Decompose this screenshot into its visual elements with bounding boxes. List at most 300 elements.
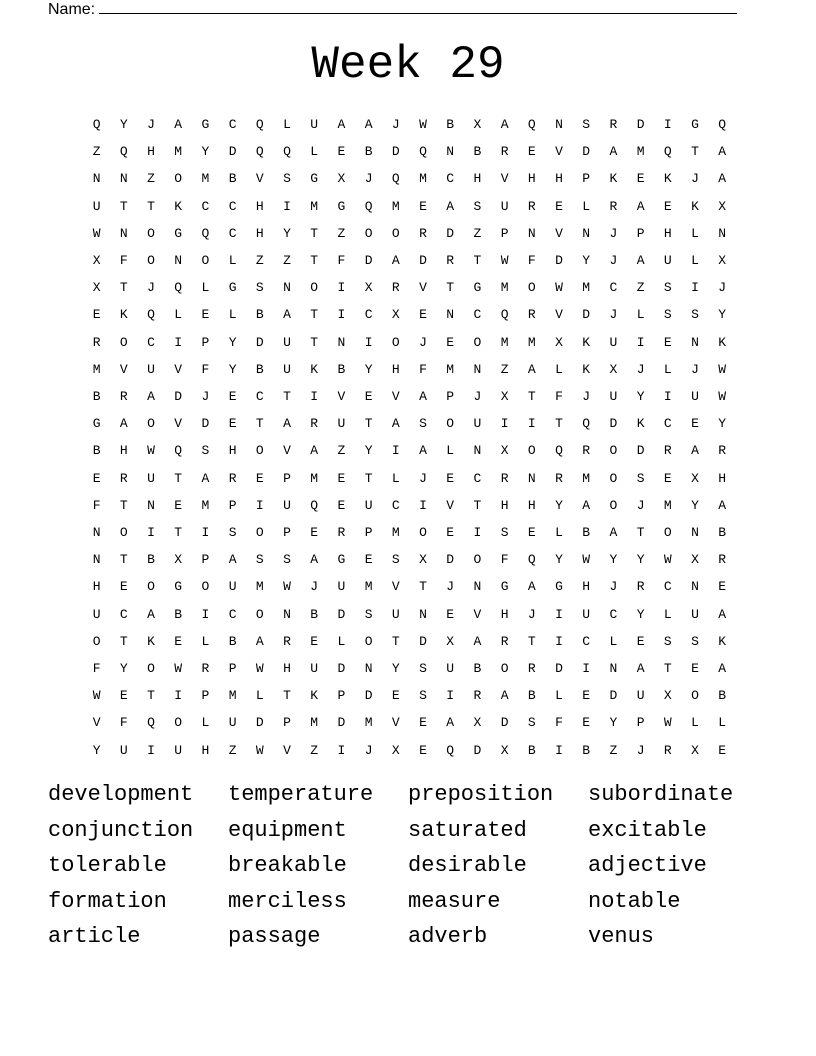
grid-letter: N — [174, 253, 183, 268]
grid-letter: D — [446, 552, 455, 568]
grid-letter: E — [228, 416, 237, 432]
grid-letter: E — [446, 525, 455, 540]
grid-letter: L — [337, 633, 346, 649]
grid-letter: T — [119, 633, 128, 649]
grid-letter: I — [147, 525, 155, 540]
grid-letter: F — [92, 661, 101, 676]
grid-letter: K — [636, 416, 645, 432]
grid-row — [83, 437, 736, 464]
grid-letter: P — [228, 661, 237, 676]
grid-letter: O — [310, 280, 319, 296]
grid-letter: D — [582, 144, 591, 160]
grid-letter: L — [636, 307, 645, 323]
grid-letter: I — [582, 661, 591, 676]
grid-letter: U — [609, 334, 618, 350]
grid-letter: K — [691, 198, 699, 214]
grid-letter: A — [527, 579, 536, 595]
grid-letter: E — [636, 633, 645, 649]
grid-letter: P — [636, 225, 645, 241]
grid-letter: O — [147, 579, 155, 595]
grid-letter: B — [337, 361, 346, 377]
grid-letter: N — [473, 361, 482, 377]
grid-letter: V — [283, 742, 291, 758]
word-list-item: preposition — [408, 782, 554, 807]
grid-letter: M — [228, 688, 237, 704]
grid-letter: U — [228, 579, 237, 595]
grid-letter: D — [337, 661, 346, 676]
grid-letter: S — [500, 525, 509, 540]
grid-letter: O — [92, 633, 101, 649]
grid-letter: M — [582, 470, 591, 486]
grid-letter: D — [555, 253, 563, 268]
grid-letter: Q — [419, 144, 427, 160]
grid-letter: I — [500, 416, 509, 432]
grid-letter: R — [446, 253, 455, 268]
word-list-item: saturated — [408, 817, 527, 843]
grid-letter: Z — [310, 742, 319, 758]
word-list-item: tolerable — [48, 853, 167, 878]
grid-letter: T — [473, 497, 482, 513]
grid-letter: S — [419, 661, 427, 676]
grid-letter: P — [228, 497, 237, 513]
grid-letter: H — [228, 443, 237, 459]
grid-letter: U — [147, 361, 155, 377]
grid-letter: E — [364, 389, 373, 404]
grid-row — [83, 519, 736, 546]
grid-row — [83, 737, 736, 764]
grid-letter: U — [92, 198, 101, 214]
grid-letter: A — [283, 416, 291, 432]
grid-letter: A — [718, 661, 727, 676]
grid-letter: L — [663, 606, 672, 622]
grid-letter: O — [364, 225, 373, 241]
grid-letter: S — [283, 171, 291, 187]
grid-letter: V — [119, 361, 128, 377]
grid-letter: O — [609, 497, 618, 513]
grid-letter: O — [364, 633, 373, 649]
grid-letter: R — [283, 633, 291, 649]
grid-letter: J — [364, 742, 373, 758]
word-list-item: venus — [588, 924, 655, 949]
grid-letter: L — [555, 525, 563, 540]
grid-letter: S — [663, 633, 672, 649]
grid-letter: Q — [527, 552, 536, 568]
grid-row — [83, 410, 736, 437]
grid-letter: C — [147, 334, 155, 350]
grid-letter: H — [473, 171, 482, 187]
word-list-item: article — [48, 924, 141, 949]
grid-letter: H — [555, 171, 563, 187]
grid-letter: X — [473, 117, 482, 132]
word-list-item: notable — [588, 888, 681, 914]
grid-letter: T — [663, 661, 672, 676]
grid-letter: B — [147, 552, 155, 568]
grid-letter: T — [636, 525, 645, 540]
grid-letter: J — [609, 307, 618, 323]
name-blank-line[interactable] — [99, 0, 737, 14]
grid-letter: M — [500, 334, 509, 350]
grid-letter: X — [364, 280, 373, 296]
grid-letter: L — [691, 225, 699, 241]
grid-letter: P — [446, 389, 455, 404]
grid-letter: Q — [391, 171, 400, 187]
grid-row — [83, 301, 736, 328]
grid-letter: J — [147, 280, 155, 296]
grid-letter: S — [636, 470, 645, 486]
grid-letter: Y — [636, 606, 645, 622]
grid-letter: X — [92, 280, 101, 296]
grid-letter: O — [446, 416, 455, 432]
grid-letter: P — [582, 171, 591, 187]
grid-letter: A — [446, 715, 455, 731]
grid-letter: W — [283, 579, 291, 595]
grid-letter: A — [718, 171, 727, 187]
grid-letter: P — [283, 470, 291, 486]
grid-letter: T — [119, 198, 128, 214]
grid-letter: X — [391, 742, 400, 758]
grid-letter: Z — [283, 253, 291, 268]
grid-letter: M — [582, 280, 591, 296]
grid-letter: H — [147, 144, 155, 160]
grid-letter: G — [337, 552, 346, 568]
grid-letter: P — [337, 688, 346, 704]
grid-letter: U — [174, 742, 183, 758]
grid-letter: W — [147, 443, 155, 459]
word-list-item: excitable — [588, 817, 707, 843]
grid-letter: Z — [337, 443, 346, 459]
grid-letter: O — [147, 661, 155, 676]
grid-letter: A — [582, 497, 591, 513]
grid-letter: I — [527, 416, 536, 432]
grid-letter: N — [582, 225, 591, 241]
grid-letter: F — [527, 253, 536, 268]
grid-letter: E — [119, 688, 128, 704]
grid-letter: A — [500, 688, 509, 704]
grid-letter: Q — [147, 715, 155, 731]
grid-letter: O — [473, 552, 482, 568]
grid-letter: D — [364, 253, 373, 268]
grid-letter: E — [310, 525, 319, 540]
grid-letter: I — [636, 334, 645, 350]
grid-letter: I — [473, 525, 482, 540]
grid-letter: D — [473, 742, 482, 758]
grid-letter: E — [419, 307, 427, 323]
grid-letter: A — [718, 497, 727, 513]
grid-row — [83, 165, 736, 192]
grid-letter: C — [473, 307, 482, 323]
word-list-item: equipment — [228, 817, 347, 843]
grid-letter: J — [419, 334, 427, 350]
word-list-item: adjective — [588, 853, 707, 878]
grid-letter: H — [255, 198, 264, 214]
name-line — [48, 0, 737, 20]
grid-letter: I — [337, 280, 346, 296]
grid-letter: Q — [201, 225, 210, 241]
grid-letter: K — [718, 334, 727, 350]
grid-letter: L — [228, 253, 237, 268]
grid-letter: A — [609, 144, 618, 160]
grid-letter: I — [310, 389, 319, 404]
grid-letter: P — [500, 225, 509, 241]
grid-letter: N — [609, 661, 618, 676]
grid-letter: H — [391, 361, 400, 377]
grid-letter: M — [419, 171, 427, 187]
grid-letter: Y — [228, 334, 237, 350]
grid-letter: E — [663, 334, 672, 350]
grid-letter: U — [310, 661, 319, 676]
grid-letter: J — [147, 117, 155, 132]
grid-letter: B — [718, 525, 727, 540]
grid-letter: Y — [636, 552, 645, 568]
grid-letter: C — [228, 606, 237, 622]
grid-letter: I — [555, 742, 563, 758]
word-list-item: development — [48, 782, 194, 807]
grid-letter: U — [636, 688, 645, 704]
grid-letter: W — [92, 688, 101, 704]
grid-letter: B — [255, 307, 264, 323]
grid-letter: B — [582, 742, 591, 758]
grid-letter: R — [663, 742, 672, 758]
grid-letter: M — [310, 198, 319, 214]
grid-letter: I — [174, 688, 183, 704]
grid-letter: A — [718, 144, 727, 160]
grid-letter: T — [147, 198, 155, 214]
grid-letter: W — [500, 253, 509, 268]
grid-letter: Q — [500, 307, 509, 323]
grid-letter: A — [636, 253, 645, 268]
grid-row — [83, 573, 736, 600]
grid-letter: J — [691, 171, 699, 187]
grid-row — [83, 220, 736, 247]
grid-letter: Q — [310, 497, 319, 513]
grid-letter: Q — [119, 144, 128, 160]
grid-letter: T — [310, 225, 319, 241]
grid-letter: J — [609, 225, 618, 241]
grid-row — [83, 383, 736, 410]
grid-letter: C — [609, 606, 618, 622]
grid-letter: X — [691, 470, 699, 486]
grid-letter: Z — [337, 225, 346, 241]
grid-letter: K — [174, 198, 183, 214]
grid-letter: M — [636, 144, 645, 160]
grid-letter: Y — [201, 144, 210, 160]
grid-letter: T — [119, 497, 128, 513]
grid-letter: F — [419, 361, 427, 377]
grid-letter: M — [364, 715, 373, 731]
grid-row — [83, 709, 736, 736]
grid-letter: R — [92, 334, 101, 350]
grid-row — [83, 465, 736, 492]
grid-letter: J — [473, 389, 482, 404]
grid-letter: H — [92, 579, 101, 595]
grid-letter: I — [174, 334, 183, 350]
grid-letter: R — [473, 688, 482, 704]
grid-letter: C — [663, 416, 672, 432]
grid-letter: A — [419, 389, 427, 404]
grid-letter: U — [691, 389, 699, 404]
grid-letter: Y — [228, 361, 237, 377]
grid-letter: N — [691, 525, 699, 540]
grid-letter: N — [147, 497, 155, 513]
grid-letter: N — [92, 171, 101, 187]
page-title: Week 29 — [311, 39, 505, 91]
grid-letter: M — [391, 198, 400, 214]
grid-letter: T — [527, 389, 536, 404]
grid-letter: H — [500, 497, 509, 513]
grid-letter: X — [174, 552, 183, 568]
grid-letter: T — [147, 688, 155, 704]
grid-letter: W — [718, 361, 727, 377]
grid-letter: N — [718, 225, 727, 241]
grid-letter: N — [473, 443, 482, 459]
word-list-item: passage — [228, 924, 321, 949]
grid-letter: X — [718, 198, 727, 214]
grid-letter: L — [582, 198, 591, 214]
word-list-item: adverb — [408, 924, 488, 949]
grid-row — [83, 655, 736, 682]
grid-letter: S — [419, 688, 427, 704]
grid-letter: Y — [364, 361, 373, 377]
grid-row — [83, 682, 736, 709]
grid-letter: R — [337, 525, 346, 540]
grid-letter: I — [663, 117, 672, 132]
grid-letter: L — [255, 688, 264, 704]
grid-letter: B — [718, 688, 727, 704]
grid-letter: U — [582, 606, 591, 622]
grid-row — [83, 329, 736, 356]
grid-letter: F — [337, 253, 346, 268]
grid-letter: R — [636, 579, 645, 595]
grid-letter: H — [201, 742, 210, 758]
grid-letter: M — [310, 715, 319, 731]
grid-letter: N — [92, 552, 101, 568]
grid-letter: T — [527, 633, 536, 649]
grid-letter: Y — [636, 389, 645, 404]
grid-letter: O — [391, 225, 400, 241]
grid-letter: H — [527, 171, 536, 187]
grid-letter: S — [419, 416, 427, 432]
grid-letter: A — [147, 389, 155, 404]
grid-letter: K — [310, 688, 319, 704]
grid-row — [83, 274, 736, 301]
grid-letter: R — [527, 307, 536, 323]
grid-letter: S — [582, 117, 591, 132]
grid-letter: W — [663, 715, 672, 731]
grid-letter: C — [119, 606, 128, 622]
grid-letter: I — [419, 497, 427, 513]
grid-letter: V — [174, 416, 183, 432]
grid-letter: A — [119, 416, 128, 432]
grid-letter: I — [255, 497, 264, 513]
grid-letter: U — [691, 606, 699, 622]
grid-letter: S — [391, 552, 400, 568]
grid-letter: G — [473, 280, 482, 296]
grid-letter: S — [527, 715, 536, 731]
grid-letter: X — [337, 171, 346, 187]
grid-letter: A — [609, 525, 618, 540]
grid-letter: E — [391, 688, 400, 704]
grid-letter: T — [691, 144, 699, 160]
grid-letter: D — [636, 117, 645, 132]
grid-letter: Y — [119, 117, 128, 132]
grid-letter: A — [174, 117, 183, 132]
grid-letter: N — [419, 606, 427, 622]
grid-letter: U — [391, 606, 400, 622]
grid-letter: L — [718, 715, 727, 731]
grid-letter: U — [310, 117, 319, 132]
grid-letter: U — [364, 497, 373, 513]
grid-row — [83, 111, 736, 138]
grid-letter: T — [283, 389, 291, 404]
grid-letter: L — [555, 688, 563, 704]
grid-letter: M — [201, 171, 210, 187]
grid-letter: U — [92, 606, 101, 622]
grid-letter: O — [663, 525, 672, 540]
grid-letter: F — [119, 253, 128, 268]
grid-letter: S — [228, 525, 237, 540]
grid-letter: C — [364, 307, 373, 323]
grid-letter: C — [255, 389, 264, 404]
grid-letter: D — [201, 416, 210, 432]
grid-letter: A — [419, 443, 427, 459]
grid-letter: N — [364, 661, 373, 676]
grid-letter: A — [283, 307, 291, 323]
grid-letter: S — [255, 552, 264, 568]
grid-letter: M — [310, 470, 319, 486]
grid-letter: G — [92, 416, 101, 432]
grid-letter: Q — [92, 117, 101, 132]
grid-letter: R — [555, 470, 563, 486]
grid-letter: K — [718, 633, 727, 649]
grid-letter: P — [201, 688, 210, 704]
grid-letter: O — [609, 443, 618, 459]
grid-letter: T — [555, 416, 563, 432]
grid-letter: I — [201, 606, 210, 622]
grid-letter: E — [310, 633, 319, 649]
grid-letter: E — [419, 715, 427, 731]
grid-letter: S — [691, 307, 699, 323]
grid-letter: G — [691, 117, 699, 132]
grid-letter: P — [201, 552, 210, 568]
grid-letter: T — [446, 280, 455, 296]
grid-letter: B — [364, 144, 373, 160]
grid-letter: F — [92, 497, 101, 513]
grid-letter: Y — [92, 742, 101, 758]
grid-row — [83, 138, 736, 165]
grid-letter: W — [718, 389, 727, 404]
grid-letter: O — [255, 606, 264, 622]
grid-letter: A — [636, 661, 645, 676]
grid-letter: Y — [555, 552, 563, 568]
grid-letter: S — [473, 198, 482, 214]
grid-letter: R — [527, 661, 536, 676]
grid-letter: P — [283, 525, 291, 540]
grid-letter: X — [718, 253, 727, 268]
grid-letter: E — [555, 198, 563, 214]
grid-letter: V — [555, 225, 563, 241]
grid-letter: H — [718, 470, 727, 486]
grid-letter: U — [446, 661, 455, 676]
grid-letter: U — [663, 253, 672, 268]
grid-letter: U — [283, 334, 291, 350]
grid-letter: B — [228, 171, 237, 187]
grid-letter: L — [391, 470, 400, 486]
grid-letter: W — [663, 552, 672, 568]
grid-letter: Y — [364, 443, 373, 459]
grid-letter: D — [255, 715, 264, 731]
grid-letter: Z — [609, 742, 618, 758]
grid-letter: E — [663, 198, 672, 214]
